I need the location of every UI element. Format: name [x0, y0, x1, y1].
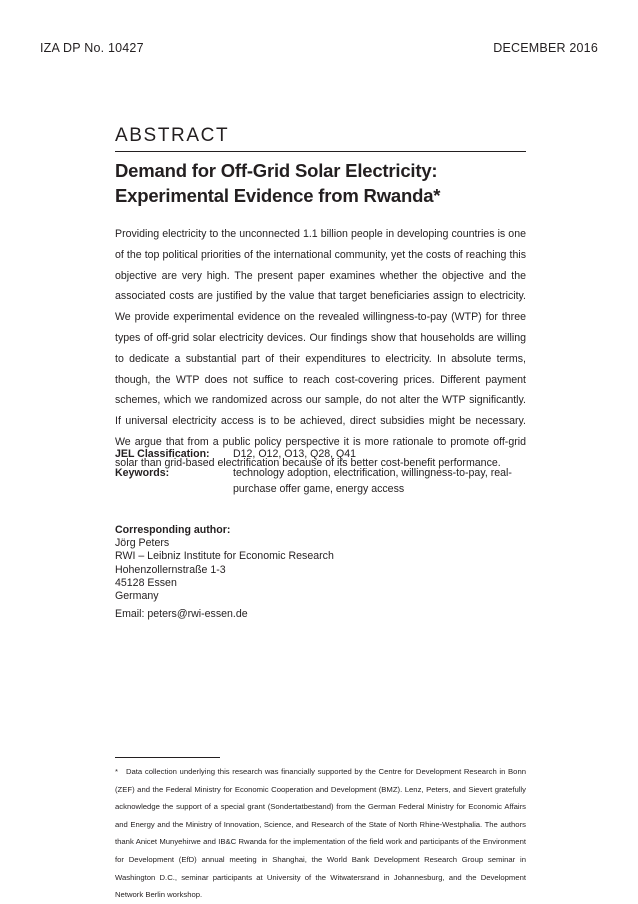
footnote-rule: [115, 757, 220, 758]
author-name: Jörg Peters: [115, 537, 170, 550]
corresponding-author-heading: Corresponding author:: [115, 524, 231, 536]
keywords-value: technology adoption, electrification, willingness-to-pay, real-purchase offer game, energy access: [233, 467, 512, 495]
abstract-heading: ABSTRACT: [115, 125, 230, 146]
author-city: 45128 Essen: [115, 576, 177, 589]
publication-date: DECEMBER 2016: [493, 41, 598, 55]
paper-title-line-2: Experimental Evidence from Rwanda*: [115, 185, 441, 206]
abstract-body: Providing electricity to the unconnected 1.1 billion people in developing countries is one of the top political priorities of the international community, yet the costs of reaching this objective are very high. The present paper examines whether the objective and the associated costs are justified by the value that target beneficiaries assign to electricity. We provide experimental evidence on the revealed willingness-to-pay (WTP) for three types of off-grid solar electricity devices. Our findings show that households are willing to dedicate a substantial part of their expenditures to electricity. In absolute terms, though, the WTP does not suffice to reach cost-covering prices. Different payment schemes, which we randomized across our sample, do not alter the WTP significantly. If universal electricity access is to be achieved, direct subsidies might be necessary. We argue that from a public policy perspective it is more rationale to promote off-grid solar than grid-based electrification because of its better cost-benefit performance.: [115, 228, 526, 469]
abstract-rule: [115, 151, 526, 152]
corresponding-author-block: [115, 524, 526, 621]
footnote: * Data collection underlying this research was financially supported by the Centre for Development Research in Bonn (ZEF) and the Federal Ministry for Economic Cooperation and Development (BMZ). Lenz, Peters, and Sievert gratefully acknowledge the support of a special grant (Sondertatbestand) from the German Federal Ministry for Economic Affairs and Energy and the Ministry of Innovation, Science, and Research of the State of North Rhine-Westphalia. The authors thank Anicet Munyehirwe and IB&C Rwanda for the implementation of the field work and participants of the Environment for Development (EfD) annual meeting in Shanghai, the World Bank Development Research Group seminar in Washington D.C., seminar participants at University of the Witwatersrand in Johannesburg, and the Development Network Berlin workshop.: [115, 767, 526, 900]
author-country: Germany: [115, 590, 159, 603]
keywords-label: Keywords:: [115, 467, 170, 479]
author-street: Hohenzollernstraße 1-3: [115, 563, 226, 576]
jel-codes: D12, O12, O13, Q28, Q41: [233, 448, 357, 460]
author-email[interactable]: Email: peters@rwi-essen.de: [115, 608, 248, 621]
paper-title-line-1: Demand for Off-Grid Solar Electricity:: [115, 160, 438, 181]
jel-label: JEL Classification:: [115, 448, 210, 460]
author-institution: RWI – Leibniz Institute for Economic Research: [115, 550, 334, 563]
paper-title: [115, 158, 526, 208]
discussion-paper-number: IZA DP No. 10427: [40, 41, 144, 55]
